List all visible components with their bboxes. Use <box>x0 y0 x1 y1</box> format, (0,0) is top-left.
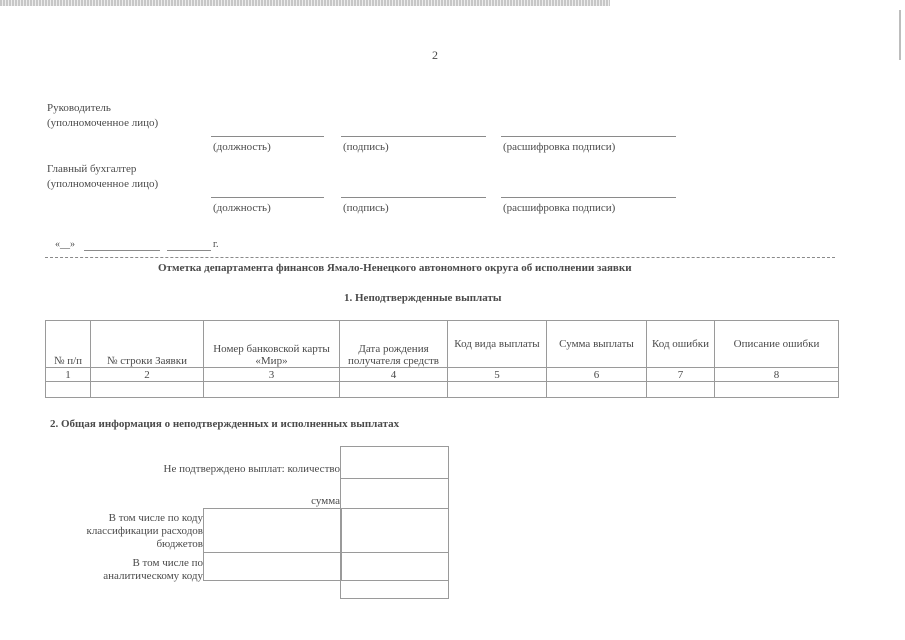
date-year-suffix: г. <box>213 239 219 250</box>
col-header-card-number: Номер банковской карты «Мир» <box>204 321 340 368</box>
accountant-position-line[interactable] <box>211 197 324 198</box>
sum-field[interactable] <box>340 477 449 509</box>
budget-code-label: В том числе по коду классификации расходов бюджетов <box>86 512 203 550</box>
table-number-row <box>46 368 839 382</box>
head-signature-caption: (подпись) <box>343 141 389 153</box>
date-day: «__» <box>55 239 75 250</box>
accountant-title: Главный бухгалтер <box>47 163 137 175</box>
not-confirmed-count-label: Не подтверждено выплат: количество <box>163 463 340 475</box>
not-confirmed-count-field[interactable] <box>340 446 449 479</box>
budget-code-field[interactable] <box>203 508 342 553</box>
budget-code-amount-field[interactable] <box>340 508 449 553</box>
separator <box>45 257 835 258</box>
date-month-line[interactable] <box>84 250 160 251</box>
accountant-name-caption: (расшифровка подписи) <box>503 202 616 214</box>
page-number: 2 <box>432 48 438 62</box>
scan-edge <box>899 10 901 60</box>
head-subtitle: (уполномоченное лицо) <box>47 117 159 129</box>
col-header-error-description: Описание ошибки <box>715 321 839 368</box>
accountant-name-line[interactable] <box>501 197 676 198</box>
analytic-code-field[interactable] <box>203 551 342 581</box>
col-number-8: 8 <box>715 368 839 382</box>
head-title: Руководитель <box>47 102 111 114</box>
scan-artifact <box>0 0 610 6</box>
accountant-subtitle: (уполномоченное лицо) <box>47 178 159 190</box>
col-number-7: 7 <box>647 368 715 382</box>
table-row[interactable] <box>46 382 839 398</box>
sum-label: сумма <box>311 495 340 507</box>
head-name-caption: (расшифровка подписи) <box>503 141 616 153</box>
col-header-number: № п/п <box>46 321 91 368</box>
analytic-code-amount-field[interactable] <box>340 551 449 581</box>
col-number-5: 5 <box>448 368 547 382</box>
date-year-line[interactable] <box>167 250 211 251</box>
unconfirmed-payments-table <box>45 320 839 398</box>
accountant-signature-caption: (подпись) <box>343 202 389 214</box>
col-number-3: 3 <box>204 368 340 382</box>
head-position-line[interactable] <box>211 136 324 137</box>
head-signature-line[interactable] <box>341 136 486 137</box>
analytic-code-extra-field[interactable] <box>340 580 449 599</box>
department-mark-heading: Отметка департамента финансов Ямало-Ненецкого автономного округа об исполнении заявки <box>158 262 632 274</box>
section2-title: 2. Общая информация о неподтвержденных и исполненных выплатах <box>50 418 400 430</box>
accountant-position-caption: (должность) <box>213 202 271 214</box>
col-header-request-row: № строки Заявки <box>91 321 204 368</box>
analytic-code-label: В том числе по аналитическому коду <box>103 557 203 582</box>
section1-title: 1. Неподтвержденные выплаты <box>344 292 502 304</box>
col-header-amount: Сумма выплаты <box>547 321 647 368</box>
col-number-2: 2 <box>91 368 204 382</box>
accountant-signature-line[interactable] <box>341 197 486 198</box>
head-name-line[interactable] <box>501 136 676 137</box>
head-position-caption: (должность) <box>213 141 271 153</box>
col-number-6: 6 <box>547 368 647 382</box>
table-header-row <box>46 321 839 368</box>
col-header-payment-type: Код вида выплаты <box>448 321 547 368</box>
col-number-1: 1 <box>46 368 91 382</box>
col-header-error-code: Код ошибки <box>647 321 715 368</box>
col-header-birth-date: Дата рождения получателя средств <box>340 321 448 368</box>
col-number-4: 4 <box>340 368 448 382</box>
